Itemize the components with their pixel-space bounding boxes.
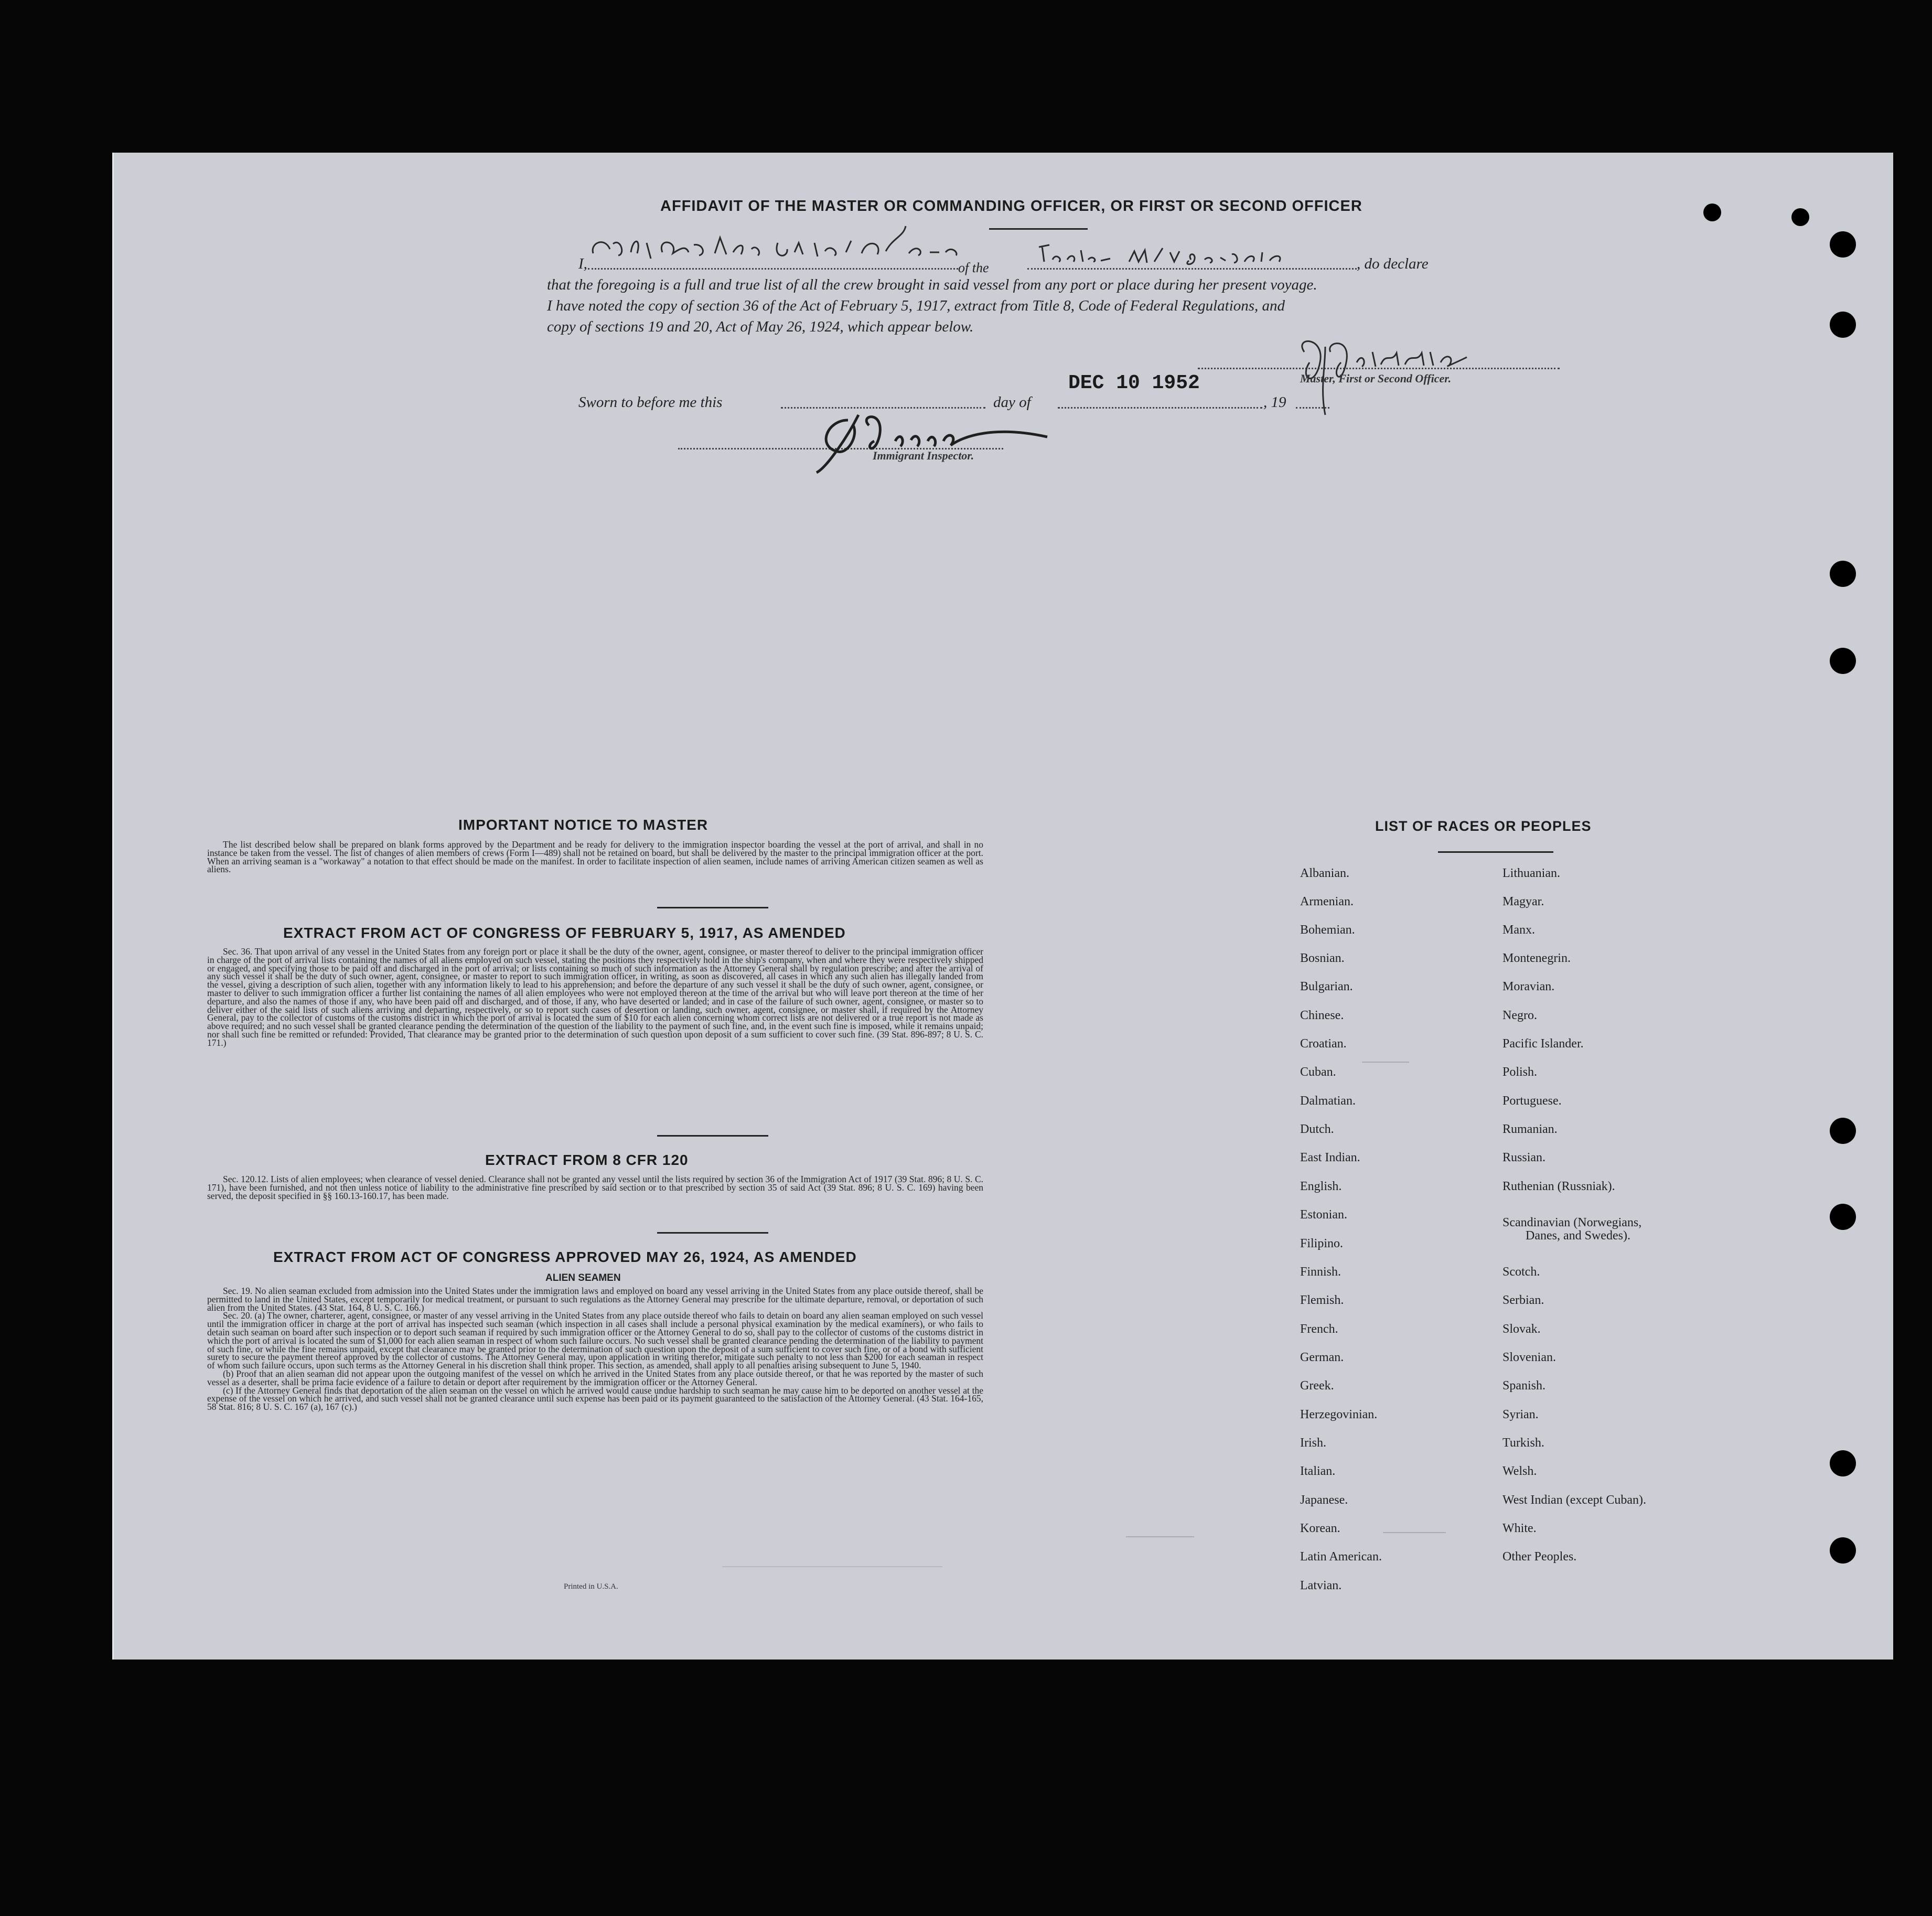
race-item: Croatian. bbox=[1300, 1037, 1347, 1051]
punch-hole bbox=[1703, 204, 1721, 221]
notice-body bbox=[207, 841, 983, 874]
race-item: Slovak. bbox=[1502, 1322, 1541, 1336]
extract-cfr-title: EXTRACT FROM 8 CFR 120 bbox=[485, 1152, 689, 1168]
race-item: Portuguese. bbox=[1502, 1094, 1562, 1108]
affidavit-line-4: copy of sections 19 and 20, Act of May 26, 1924, which appear below. bbox=[547, 318, 974, 335]
punch-hole bbox=[1830, 312, 1856, 338]
race-item: Lithuanian. bbox=[1502, 866, 1560, 880]
race-item: Albanian. bbox=[1300, 866, 1349, 880]
race-item: Chinese. bbox=[1300, 1009, 1344, 1022]
sec-36-text: Sec. 36. That upon arrival of any vessel in the United States from any foreign port or place it shall be the duty of the owner, agent, consignee, or master thereof to deliver to the principal immigration officer in charge of the port of arrival lists containing the names of all aliens employed on such vessel, stating the positions they respectively hold in the ship's company, when and where they were respectively shipped or engaged, and specifying those to be paid off and discharged in the port of arrival; or lists containing so much of such information as the Attorney General shall by regulation prescribe; and after the arrival of any such vessel it shall be the duty of such owner, agent, consignee, or master to report to such immigration officer, in writing, as soon as discovered, all cases in which any such alien has illegally landed from the vessel, giving a description of such alien, together with any information likely to lead to his apprehension; and before the departure of any such vessel it shall be the duty of such owner, agent, consignee, or master to deliver to such immigration officer a further list containing the names of all alien employees who were not employed thereon at the time of the arrival but who will leave port thereon at the time of her departure, and also the names of those if any, who have been paid off and discharged, and of those, if any, who have deserted or landed; and in case of the failure of such owner, agent, consignee, or master so to deliver either of the said lists of such aliens arriving and departing, respectively, or so to report such cases of desertion or landing, such owner, agent, consignee, or master shall, if required by the Attorney General, pay to the collector of customs of the customs district in which the port of arrival is located the sum of $10 for each alien concerning whom correct lists are not delivered or a true report is not made as above required; and no such vessel shall be granted clearance pending the determination of the question of the liability to the payment of such fine, and, in the event such fine is imposed, while it remains unpaid; nor shall such fine be remitted or refunded: Provided, That clearance may be granted prior to the determination of such question upon deposit of a sum sufficient to cover such fine. (39 Stat. 896-897; 8 U. S. C. 171.) bbox=[207, 946, 983, 1048]
race-item: Pacific Islander. bbox=[1502, 1037, 1584, 1051]
race-item: Greek. bbox=[1300, 1379, 1334, 1393]
inspector-label: Immigrant Inspector. bbox=[873, 449, 974, 462]
do-declare-label: , do declare bbox=[1357, 255, 1429, 272]
officer-label: Master, First or Second Officer. bbox=[1300, 372, 1452, 385]
race-item: English. bbox=[1300, 1180, 1342, 1193]
race-item: Russian. bbox=[1502, 1151, 1546, 1164]
section-rule bbox=[657, 1135, 768, 1137]
race-item: Ruthenian (Russniak). bbox=[1502, 1180, 1615, 1193]
notice-text: The list described below shall be prepared on blank forms approved by the Department and be ready for delivery to the immigration inspector boarding the vessel at the port of arrival, and shall in no instance be taken from the vessel. The list of changes of alien members of crews (Form I—489) shall not be retained on board, but shall be delivered by the master to the principal immigration officer at the port. When an arriving seaman is a "workaway" a notation to that effect should be made on the manifest. In order to facilitate inspection of alien seamen, include names of arriving American citizen seamen as well as aliens. bbox=[207, 839, 983, 875]
race-item: East Indian. bbox=[1300, 1151, 1360, 1164]
master-name-handwriting bbox=[589, 222, 967, 274]
race-item: West Indian (except Cuban). bbox=[1502, 1493, 1646, 1507]
race-item: Moravian. bbox=[1502, 980, 1555, 993]
race-item: Manx. bbox=[1502, 923, 1535, 937]
race-item: Japanese. bbox=[1300, 1493, 1348, 1507]
punch-hole bbox=[1791, 208, 1809, 226]
race-item: Dutch. bbox=[1300, 1122, 1334, 1136]
races-rule bbox=[1438, 851, 1553, 853]
scan-artifact bbox=[1362, 1062, 1409, 1063]
sworn-year-line bbox=[1296, 407, 1329, 409]
extract-1924-title: EXTRACT FROM ACT OF CONGRESS APPROVED MAY 26, 1924, AS AMENDED bbox=[273, 1249, 857, 1265]
race-item: Estonian. bbox=[1300, 1208, 1347, 1222]
affidavit-title: AFFIDAVIT OF THE MASTER OR COMMANDING OFFICER, OR FIRST OR SECOND OFFICER bbox=[660, 198, 1362, 215]
sec-19-text: Sec. 19. No alien seaman excluded from admission into the United States under the immigration laws and employed on board any vessel arriving in the United States from any place outside thereof, shall be permitted to land in the United States, except temporarily for medical treatment, or pursuant to such regulations as the Attorney General may prescribe for the ultimate departure, removal, or deportation of such alien from the United States. (43 Stat. 164, 8 U. S. C. 166.) bbox=[207, 1286, 983, 1313]
race-item: French. bbox=[1300, 1322, 1338, 1336]
inspector-signature bbox=[806, 404, 1058, 483]
sworn-month-line bbox=[1058, 407, 1262, 409]
race-item: Other Peoples. bbox=[1502, 1550, 1577, 1564]
races-title: LIST OF RACES OR PEOPLES bbox=[1375, 818, 1592, 834]
affidavit-line-3: I have noted the copy of section 36 of the Act of February 5, 1917, extract from Title 8, Code of Federal Regulations, and bbox=[547, 297, 1285, 314]
race-item: Serbian. bbox=[1502, 1293, 1544, 1307]
vessel-handwriting bbox=[1037, 237, 1351, 273]
scan-artifact bbox=[722, 1566, 942, 1567]
race-item: Armenian. bbox=[1300, 895, 1354, 908]
year-prefix: , 19 bbox=[1263, 394, 1286, 411]
extract-1917-body bbox=[207, 948, 983, 1047]
race-item: Scotch. bbox=[1502, 1265, 1540, 1279]
scan-artifact bbox=[1383, 1532, 1446, 1533]
race-item: Scandinavian (Norwegians, bbox=[1502, 1216, 1642, 1229]
race-item: Filipino. bbox=[1300, 1237, 1344, 1250]
notice-title: IMPORTANT NOTICE TO MASTER bbox=[458, 817, 709, 833]
punch-hole bbox=[1830, 231, 1856, 258]
race-item: Welsh. bbox=[1502, 1464, 1537, 1478]
punch-hole bbox=[1830, 561, 1856, 587]
race-item: Rumanian. bbox=[1502, 1122, 1558, 1136]
sec-20a-text: Sec. 20. (a) The owner, charterer, agent, consignee, or master of any vessel arriving in the United States from any place outside thereof who fails to detain on board any alien seaman employed on such vessel until the immigration officer in charge at the port of arrival has inspected such seaman (which inspection in all cases shall include a personal physical examination by the medical examiners), or who fails to detain such seaman on board after such inspection or to deport such seaman if required by such immigration officer or the Attorney General to do so, shall pay to the collector of customs of the customs district in which the port of arrival is located the sum of $1,000 for each alien seaman in respect of whom such failure occurs. No such vessel shall be granted clearance pending the determination of the liability to payment of such fine, or while the fine remains unpaid, except that clearance may be granted prior to the determination of such question upon the deposit of a sum sufficient to cover such fine, or of a bond with sufficient surety to secure the payment thereof approved by the collector of customs. The Attorney General may, upon application in writing therefor, mitigate such penalty to not less than $200 for each seaman in respect of whom such failure occurs, upon such terms as the Attorney General in his discretion shall think proper. This section, as amended, shall apply to all penalties arising subsequent to June 5, 1940. bbox=[207, 1310, 983, 1371]
race-item: Slovenian. bbox=[1502, 1351, 1556, 1364]
race-item: White. bbox=[1502, 1522, 1537, 1535]
sworn-label: Sworn to before me this bbox=[578, 394, 723, 411]
extract-cfr-body bbox=[207, 1175, 983, 1200]
race-item: Syrian. bbox=[1502, 1408, 1539, 1421]
race-item: Finnish. bbox=[1300, 1265, 1341, 1279]
race-item: Latin American. bbox=[1300, 1550, 1382, 1564]
punch-hole bbox=[1830, 1118, 1856, 1144]
race-item: Bohemian. bbox=[1300, 923, 1355, 937]
sec-120-text: Sec. 120.12. Lists of alien employees; when clearance of vessel denied. Clearance shall not be granted any vessel until the lists required by section 36 of the Immigration Act of 1917 (39 Stat. 896; 8 U. S. C. 171), have been furnished, and not then unless notice of liability to the administrative fine prescribed by said section or to that prescribed by section 35 of said Act (39 Stat. 896; 8 U. S. C. 169) having been served, the deposit specified in §§ 160.13-160.17, has been made. bbox=[207, 1174, 983, 1201]
scan-artifact bbox=[1126, 1536, 1194, 1537]
alien-seamen-subtitle: ALIEN SEAMEN bbox=[545, 1272, 621, 1283]
form-sheet bbox=[112, 153, 1893, 1660]
punch-hole bbox=[1830, 1537, 1856, 1564]
sec-20c-text: (c) If the Attorney General finds that deportation of the alien seaman on the vessel on which he arrived would cause undue hardship to such seaman he may cause him to be deported on another vessel at the expense of the vessel on which he arrived, and such vessel shall not be granted clearance until such expense has been paid or its payment guaranteed to the satisfaction of the Attorney General. (43 Stat. 164-165, 58 Stat. 816; 8 U. S. C. 167 (a), 167 (c).) bbox=[207, 1385, 983, 1412]
of-the-label: of the bbox=[958, 260, 989, 275]
race-item: Latvian. bbox=[1300, 1579, 1342, 1592]
race-item: Herzegovinian. bbox=[1300, 1408, 1378, 1421]
race-item: Magyar. bbox=[1502, 895, 1544, 908]
race-item: Montenegrin. bbox=[1502, 951, 1571, 965]
race-item: Italian. bbox=[1300, 1464, 1336, 1478]
extract-1917-title: EXTRACT FROM ACT OF CONGRESS OF FEBRUARY 5, 1917, AS AMENDED bbox=[283, 925, 846, 941]
day-of-label: day of bbox=[993, 394, 1031, 411]
date-stamp: DEC 10 1952 bbox=[1068, 372, 1200, 394]
race-item: Bosnian. bbox=[1300, 951, 1345, 965]
race-item: Cuban. bbox=[1300, 1065, 1336, 1079]
punch-hole bbox=[1830, 1450, 1856, 1476]
race-item: Spanish. bbox=[1502, 1379, 1546, 1393]
race-item: Korean. bbox=[1300, 1522, 1340, 1535]
race-item: German. bbox=[1300, 1351, 1344, 1364]
race-item: Flemish. bbox=[1300, 1293, 1344, 1307]
race-item: Polish. bbox=[1502, 1065, 1538, 1079]
punch-hole bbox=[1830, 648, 1856, 674]
race-item: Danes, and Swedes). bbox=[1526, 1229, 1630, 1243]
extract-1924-body bbox=[207, 1287, 983, 1411]
race-item: Dalmatian. bbox=[1300, 1094, 1356, 1108]
race-item: Bulgarian. bbox=[1300, 980, 1353, 993]
affidavit-line-2: that the foregoing is a full and true list of all the crew brought in said vessel from any port or place during her present voyage. bbox=[547, 276, 1317, 293]
affidavit-i: I, bbox=[578, 255, 587, 272]
punch-hole bbox=[1830, 1204, 1856, 1230]
race-item: Negro. bbox=[1502, 1009, 1537, 1022]
title-rule bbox=[989, 228, 1088, 230]
race-item: Turkish. bbox=[1502, 1436, 1544, 1450]
printed-in-usa: Printed in U.S.A. bbox=[564, 1582, 618, 1591]
section-rule bbox=[657, 1232, 768, 1234]
sec-20b-text: (b) Proof that an alien seaman did not appear upon the outgoing manifest of the vessel on which he arrived in the United States from any place outside thereof, or that he was reported by the master of such vessel as a deserter, shall be prima facie evidence of a failure to detain or deport after requirement by the immigration officer or the Attorney General. bbox=[207, 1368, 983, 1387]
race-item: Irish. bbox=[1300, 1436, 1326, 1450]
section-rule bbox=[657, 907, 768, 908]
